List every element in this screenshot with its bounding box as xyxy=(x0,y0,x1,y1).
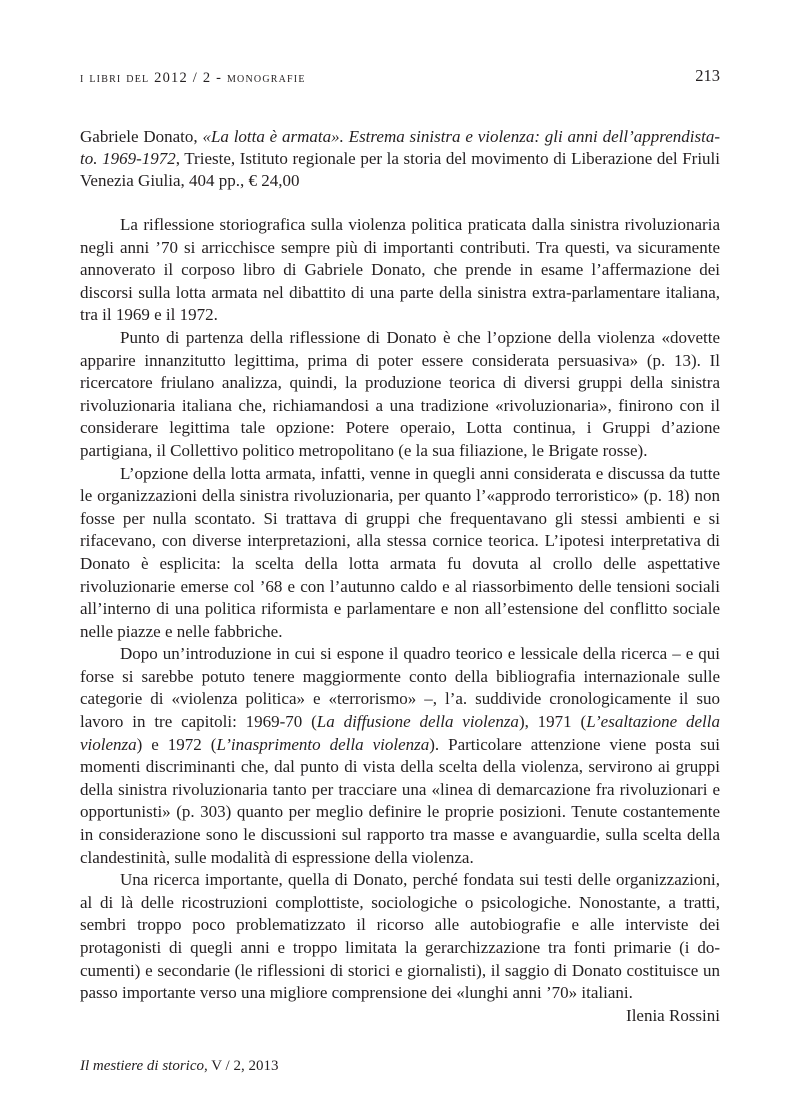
paragraph-1: La riflessione storiografica sulla violenza politica praticata dalla sinistra rivoluzionaria negli anni ’70 si arricchisce sempre più di importanti contributi. Tra questi, va sicuramente annoverato il corposo libro di Gabriele Donato, che prende in esame l’affermazione dei discorsi sulla lotta armata nel dibattito di una parte della sinistra extra-parlamentare italiana, tra il 1969 e il 1972. xyxy=(80,215,720,325)
journal-issue: , V / 2, 2013 xyxy=(204,1058,279,1074)
paragraph-2: Punto di partenza della riflessione di Donato è che l’opzione della violenza «dovette apparire innanzitutto legittima, prima di poter essere considerata persuasiva» (p. 13). Il ricercatore friulano analizza, quindi, la produzione teorica di diversi gruppi della sinistra rivoluzionaria italiana che, richiamandosi a una tradizione «rivoluzionaria», finirono con il considerare legittima tale opzione: Potere operaio, Lotta continua, i Gruppi d’azione partigiana, il Collettivo politico metropolitano (e la sua filiazione, le Brigate rosse). xyxy=(80,327,720,460)
journal-footer xyxy=(80,1058,278,1075)
paragraph-5: Una ricerca importante, quella di Donato, perché fondata sui testi delle organizzazioni, al di là delle ricostruzioni complottiste, sociologiche o psicologiche. Nonostante, a tratti, sembri troppo poco problematizzato il ricorso alle autobiografie e alle interviste dei protagonisti di quegli anni e troppo limitata la gerarchizzazione tra fonti primarie (i documenti) e secondarie (le riflessioni di storici e giornalisti), il saggio di Donato costituisce un passo importante verso una migliore comprensione dei «lunghi anni ’70» italiani. xyxy=(80,870,720,1003)
citation-author: Gabriele Donato, xyxy=(80,127,203,146)
citation-title: «La lotta è armata». Estrema sinistra e violenza: gli anni dell’apprendistato. 1969-1972 xyxy=(80,127,720,168)
paragraph-4-part-4: ). Particolare attenzione viene posta sui momenti discriminanti che, dal punto di vista della scelta della violenza, servirono ai gruppi della sinistra rivoluzionaria tanto per tracciare una «linea di demarcazione fra rivoluzionari e opportunisti» (p. 303) quanto per meglio definire le proprie posizioni. Tenute costantemente in considerazione sono le discussioni sul rapporto tra masse e avanguardie, sulla scelta della clandestinità, sulle modalità di espressione della violenza. xyxy=(80,734,720,867)
paragraph-4 xyxy=(80,643,720,869)
paragraph-4-part-2: ), 1971 ( xyxy=(518,712,587,732)
citation-publication: , Trieste, Istituto regionale per la storia del movimento di Liberazione del Friuli Venezia Giulia, 404 pp., € 24,00 xyxy=(80,149,720,190)
paragraph-4-part-3: ) e 1972 ( xyxy=(136,734,217,754)
chapter-2-title: L’esaltazione della violenza xyxy=(80,712,720,754)
running-header xyxy=(80,70,720,87)
paragraph-3: L’opzione della lotta armata, infatti, venne in quegli anni considerata e discussa da tutte le organizzazioni della sinistra rivoluzionaria, per quanto l’«approdo terroristico» (p. 18) non fosse per nulla scontato. Si trattava di gruppi che frequentavano gli stessi ambienti e si rifacevano, con diverse interpretazioni, alla stessa cornice teorica. L’ipotesi interpretativa di Donato è esplicita: la scelta della lotta armata fu dovuta al crollo delle aspettative rivoluzionarie emerse col ’68 e con l’autunno caldo e al riassorbimento delle tensioni sociali all’interno di una politica riformista e parlamentare e non all’estensione del conflitto sociale nelle piazze e nelle fabbriche. xyxy=(80,463,720,641)
page-number: 213 xyxy=(695,66,720,85)
chapter-3-title: L’inasprimento della violenza xyxy=(216,734,430,754)
book-citation xyxy=(80,126,720,192)
paragraph-4-part-1: Dopo un’introduzione in cui si espone il quadro teorico e lessicale della ricerca – e qui forse si sarebbe potuto tenere maggiormente conto della bibliografia internazionale sulle categorie di «violenza politica» e «terrorismo» –, l’a. suddivide cronologicamente il suo lavoro in tre capitoli: 1969-70 ( xyxy=(80,644,720,732)
chapter-1-title: La diffusione della violenza xyxy=(316,712,519,732)
journal-title: Il mestiere di storico xyxy=(80,1058,205,1074)
reviewer-signature: Ilenia Rossini xyxy=(626,1005,720,1025)
review-body xyxy=(80,214,720,1027)
running-title: i libri del 2012 / 2 - monografie xyxy=(80,70,306,86)
